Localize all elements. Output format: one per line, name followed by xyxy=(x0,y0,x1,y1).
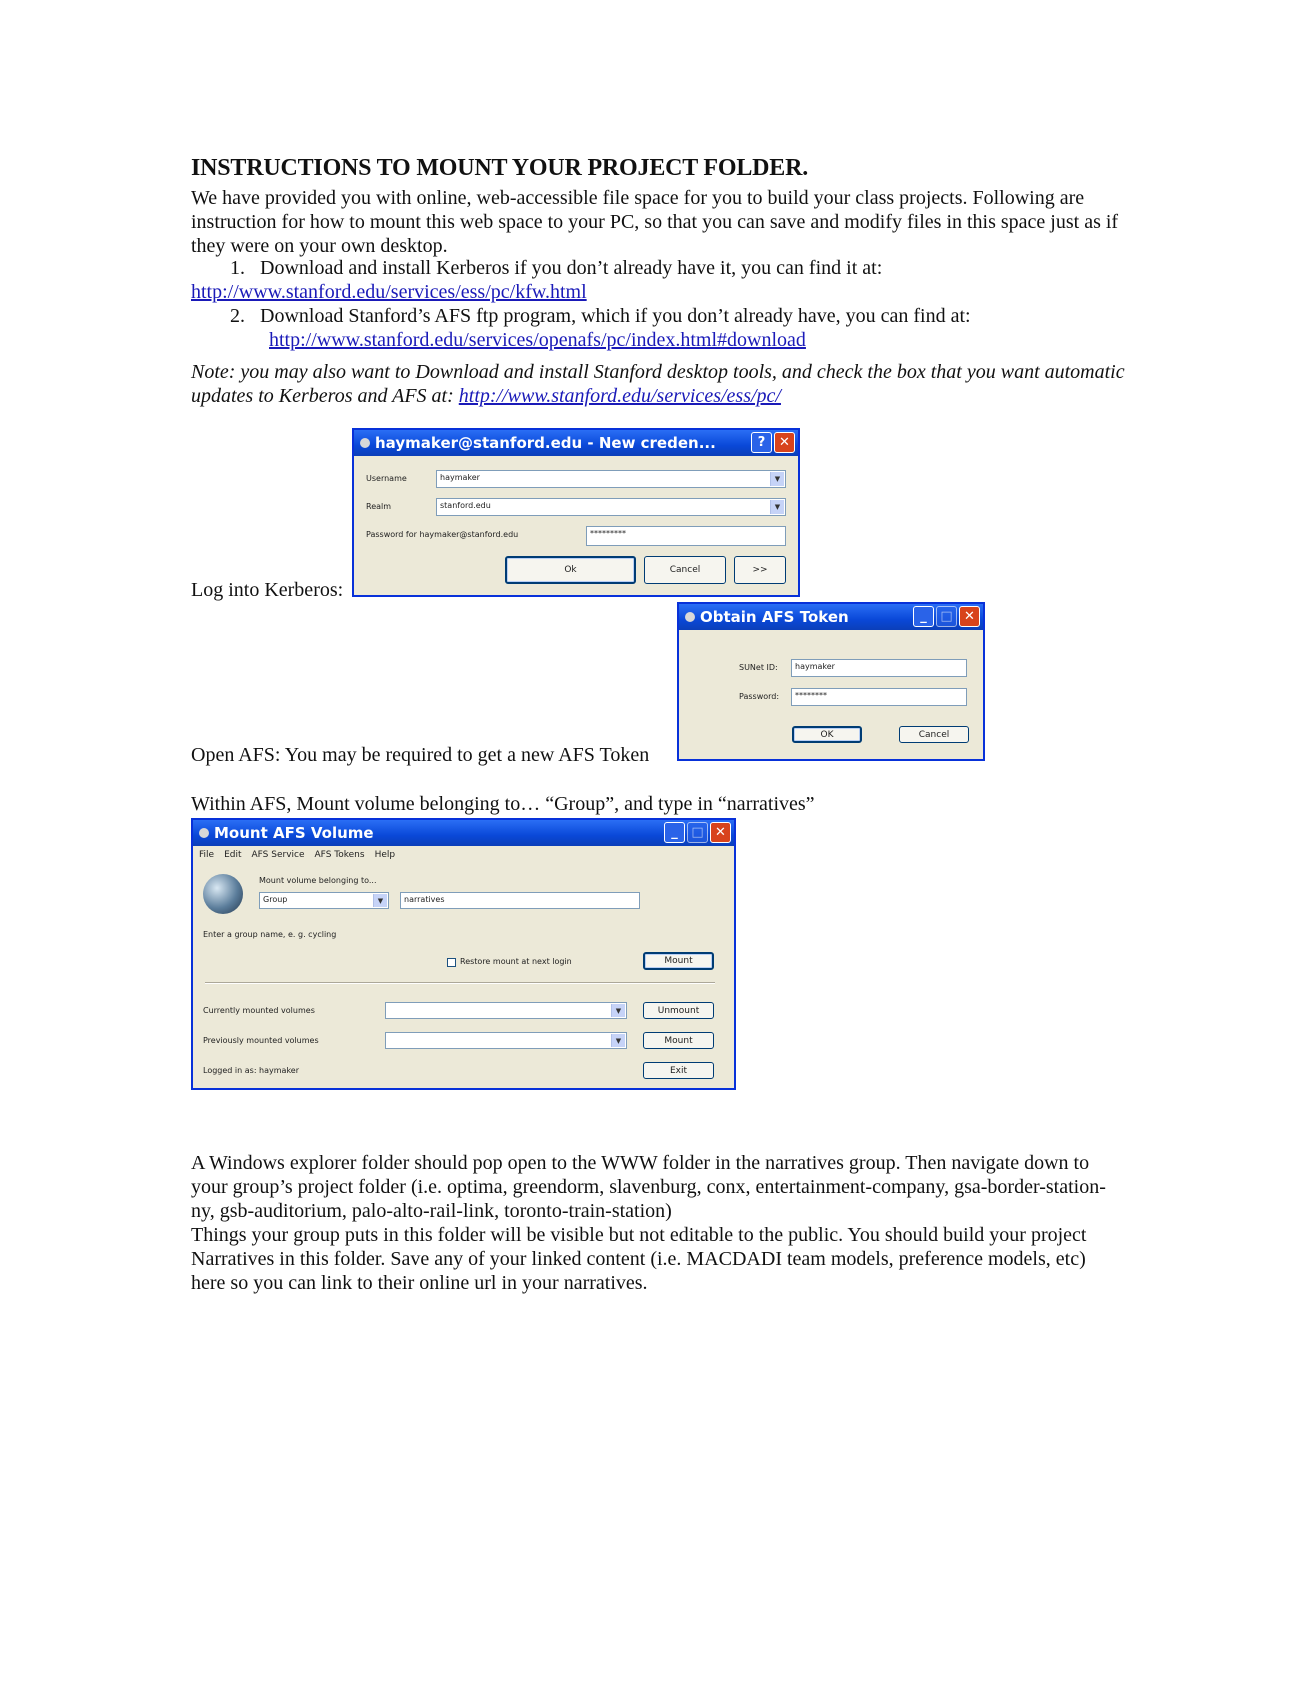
group-name-input[interactable]: narratives xyxy=(400,892,640,909)
intro-paragraph: We have provided you with online, web-accessible file space for you to build your class projects. Following are instruction for how to mount this web space to your PC, so that you can save and modify files in this space just as if they were on your own desktop. xyxy=(191,187,1119,257)
remount-button[interactable]: Mount xyxy=(643,1032,714,1049)
chevron-down-icon[interactable]: ▼ xyxy=(611,1004,625,1017)
step-2 xyxy=(230,304,1130,328)
afs-download-link[interactable]: http://www.stanford.edu/services/openafs/pc/index.html#download xyxy=(269,329,806,351)
caption-afs-token: Open AFS: You may be required to get a new AFS Token xyxy=(191,744,650,766)
menu-help[interactable]: Help xyxy=(374,850,396,860)
password-label: Password for haymaker@stanford.edu xyxy=(366,530,519,539)
hint-text: Enter a group name, e. g. cycling xyxy=(203,930,337,939)
outro-paragraph-1: A Windows explorer folder should pop open to the WWW folder in the narratives group. Then navigate down to your group’s project folder (i.e. optima, greendorm, slavenburg, conx, entertainment-company, gsa-border-station-ny, gsb-auditorium, palo-alto-rail-link, toronto-train-station) xyxy=(191,1152,1106,1222)
maximize-button[interactable]: □ xyxy=(936,606,957,627)
outro-paragraph-2: Things your group puts in this folder will be visible but not editable to the public. You should build your project Narratives in this folder. Save any of your linked content (i.e. MACDADI team models, preference models, etc) here so you can link to their online url in your narratives. xyxy=(191,1224,1087,1294)
caption-kerberos: Log into Kerberos: xyxy=(191,579,344,601)
close-button[interactable]: ✕ xyxy=(774,432,795,453)
restore-checkbox[interactable] xyxy=(447,958,456,967)
ok-button[interactable]: Ok xyxy=(505,556,636,584)
password-field[interactable]: ********* xyxy=(586,526,786,546)
mount-button[interactable]: Mount xyxy=(643,952,714,970)
desktop-tools-link[interactable]: http://www.stanford.edu/services/ess/pc/ xyxy=(458,385,781,407)
menu-afs-tokens[interactable]: AFS Tokens xyxy=(314,850,365,860)
divider xyxy=(205,982,715,984)
belonging-label: Mount volume belonging to... xyxy=(259,876,377,885)
previous-volumes-select[interactable] xyxy=(385,1032,627,1049)
minimize-button[interactable]: _ xyxy=(913,606,934,627)
kerberos-dialog xyxy=(352,428,800,597)
help-button[interactable]: ? xyxy=(751,432,772,453)
note-paragraph xyxy=(191,360,1131,408)
afs-password-field[interactable]: ******** xyxy=(791,688,967,706)
close-button[interactable]: ✕ xyxy=(710,822,731,843)
minimize-button[interactable]: _ xyxy=(664,822,685,843)
realm-value: stanford.edu xyxy=(440,501,491,510)
chevron-down-icon[interactable]: ▼ xyxy=(611,1034,625,1047)
cancel-button[interactable]: Cancel xyxy=(644,556,726,584)
kerberos-window-icon xyxy=(360,438,370,448)
menu-afs-service[interactable]: AFS Service xyxy=(251,850,305,860)
username-value: haymaker xyxy=(440,473,480,482)
menu-file[interactable]: File xyxy=(199,850,215,860)
kerberos-titlebar[interactable] xyxy=(354,430,798,456)
group-select[interactable] xyxy=(259,892,389,909)
note-text: Note: you may also want to Download and install Stanford desktop tools, and check the box that you want automatic updates to Kerberos and AFS at: xyxy=(191,361,1125,407)
mount-window-icon xyxy=(199,828,209,838)
username-label: Username xyxy=(366,474,407,483)
current-volumes-select[interactable] xyxy=(385,1002,627,1019)
step-1-text: Download and install Kerberos if you don’t already have it, you can find it at: xyxy=(260,257,883,279)
globe-icon xyxy=(203,874,243,914)
expand-button[interactable]: >> xyxy=(734,556,786,584)
restore-label: Restore mount at next login xyxy=(460,957,572,966)
step-2-number: 2. xyxy=(230,305,245,327)
afs-token-dialog xyxy=(677,602,985,761)
afs-ok-button[interactable]: OK xyxy=(792,726,862,743)
step-2-text: Download Stanford’s AFS ftp program, which if you don’t already have, you can find at: xyxy=(260,305,971,327)
mount-dialog xyxy=(191,818,736,1090)
sunet-label: SUNet ID: xyxy=(739,663,778,672)
chevron-down-icon[interactable]: ▼ xyxy=(770,472,784,486)
username-combo[interactable] xyxy=(436,470,786,488)
mount-titlebar[interactable] xyxy=(193,820,734,846)
afs-window-icon xyxy=(685,612,695,622)
afs-cancel-button[interactable]: Cancel xyxy=(899,726,969,743)
sunet-field[interactable]: haymaker xyxy=(791,659,967,677)
group-select-value: Group xyxy=(263,895,288,904)
chevron-down-icon[interactable]: ▼ xyxy=(770,500,784,514)
previous-label: Previously mounted volumes xyxy=(203,1036,319,1045)
step-1-number: 1. xyxy=(230,257,245,279)
kerberos-title: haymaker@stanford.edu - New creden... xyxy=(375,434,716,452)
chevron-down-icon[interactable]: ▼ xyxy=(373,894,387,907)
maximize-button[interactable]: □ xyxy=(687,822,708,843)
current-label: Currently mounted volumes xyxy=(203,1006,315,1015)
realm-label: Realm xyxy=(366,502,392,511)
caption-mount: Within AFS, Mount volume belonging to… “Group”, and type in “narratives” xyxy=(191,793,815,815)
step-1 xyxy=(230,256,1130,280)
afs-token-title: Obtain AFS Token xyxy=(700,608,849,626)
exit-button[interactable]: Exit xyxy=(643,1062,714,1079)
kerberos-download-link[interactable]: http://www.stanford.edu/services/ess/pc/kfw.html xyxy=(191,281,587,303)
afs-password-label: Password: xyxy=(739,692,780,701)
page-title: INSTRUCTIONS TO MOUNT YOUR PROJECT FOLDER. xyxy=(191,155,809,181)
realm-combo[interactable] xyxy=(436,498,786,516)
logged-in-label: Logged in as: haymaker xyxy=(203,1066,300,1075)
menu-edit[interactable]: Edit xyxy=(224,850,242,860)
afs-token-titlebar[interactable] xyxy=(679,604,983,630)
menu-bar xyxy=(199,850,395,860)
mount-title: Mount AFS Volume xyxy=(214,824,374,842)
unmount-button[interactable]: Unmount xyxy=(643,1002,714,1019)
close-button[interactable]: ✕ xyxy=(959,606,980,627)
